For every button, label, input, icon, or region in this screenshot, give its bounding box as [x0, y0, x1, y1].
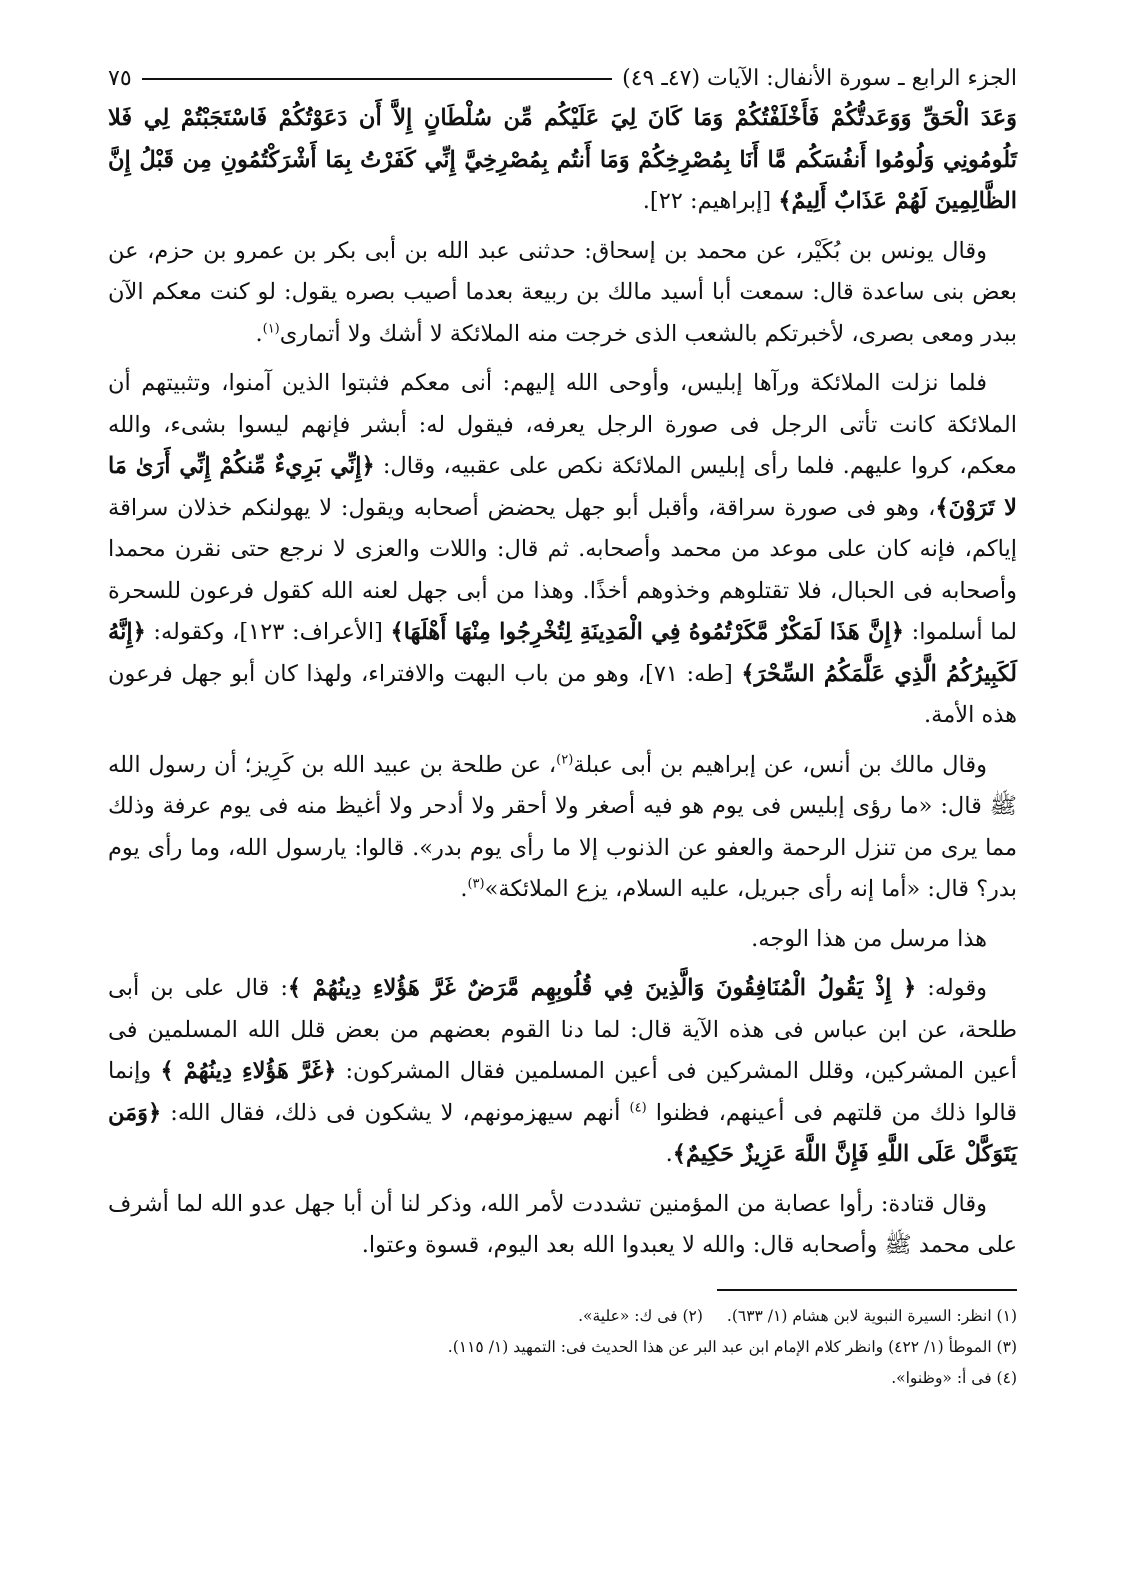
footnote-1: (١) انظر: السيرة النبوية لابن هشام (١/ ٦٣٣).	[726, 1306, 1017, 1325]
quran-verse: ﴿إِنَّهُ لَكَبِيرُكُمُ الَّذِي عَلَّمَكُمُ السِّحْرَ﴾	[108, 619, 1017, 687]
footnote-separator	[717, 1289, 1017, 1291]
footnote-4: (٤) فى أ: «وظنوا».	[891, 1368, 1017, 1387]
page-header	[108, 62, 1017, 94]
page-body	[108, 98, 1017, 1267]
text-span: وقال مالك بن أنس، عن إبراهيم بن أبى عبلة	[573, 751, 987, 778]
text-span: .	[665, 1141, 673, 1167]
running-title: الجزء الرابع ـ سورة الأنفال: الآيات (٤٧ـ ٤٩)	[622, 65, 1017, 91]
text-span: أنهم سيهزمونهم، لا يشكون فى ذلك، فقال الله:	[161, 1099, 630, 1126]
quran-verse: ﴿ إِذْ يَقُولُ الْمُنَافِقُونَ وَالَّذِينَ فِي قُلُوبِهِم مَّرَضٌ غَرَّ هَؤُلاءِ دِينُهُمْ ﴾	[287, 975, 917, 1001]
quran-verse: وَعَدَ الْحَقِّ وَوَعَدتُّكُمْ فَأَخْلَفْتُكُمْ وَمَا كَانَ لِيَ عَلَيْكُم مِّن سُلْطَانٍ إِلاَّ أَن دَعَوْتُكُمْ فَاسْتَجَبْتُمْ لِي فَلا تَلُومُونِي وَلُومُوا أَنفُسَكُم مَّا أَنَا بِمُصْرِخِكُمْ وَمَا أَنتُم بِمُصْرِخِيَّ إِنِّي كَفَرْتُ بِمَا أَشْرَكْتُمُونِ مِن قَبْلُ إِنَّ الظَّالِمِينَ لَهُمْ عَذَابٌ أَلِيمٌ﴾	[108, 105, 1017, 214]
verse-reference: [إبراهيم: ٢٢].	[642, 188, 779, 214]
footnote-3: (٣) الموطأ (١/ ٤٢٢) وانظر كلام الإمام ابن عبد البر عن هذا الحديث فى: التمهيد (١/ ١١٥).	[447, 1337, 1017, 1356]
footnote-marker-1[interactable]: (١)	[262, 321, 280, 336]
page-number: ٧٥	[108, 65, 132, 91]
header-rule	[142, 78, 612, 80]
text-span: وإنما قالوا ذلك من قلتهم فى أعينهم، فظنوا	[108, 1058, 1018, 1126]
text-span: وقال يونس بن بُكَيْر، عن محمد بن إسحاق: حدثنى عبد الله بن أبى بكر بن عمرو بن حزم، عن بعض بنى ساعدة قال: سمعت أبا أسيد مالك بن ربيعة بعدما أصيب بصره يقول: لو كنت معكم الآن ببدر ومعى بصرى، لأخبرتكم بالشعب الذى خرجت منه الملائكة لا أشك ولا أتمارى	[108, 237, 1017, 347]
paragraph-7: وقال قتادة: رأوا عصابة من المؤمنين تشددت لأمر الله، وذكر لنا أن أبا جهل عدو الله لما أشرف على محمد ﷺ وأصحابه قال: والله لا يعبدوا الله بعد اليوم، قسوة وعتوا.	[108, 1190, 1017, 1258]
footnote-2: (٢) فى ك: «علية».	[578, 1306, 703, 1325]
footnote-marker-2[interactable]: (٢)	[556, 752, 574, 767]
text-span: ، وهو فى صورة سراقة، وأقبل أبو جهل يحضض أصحابه ويقول: لا يهولنكم خذلان سراقة إياكم، فإنه كان على موعد من محمد وأصحابه. ثم قال: واللات والعزى لا نرجع حتى نقرن محمدا وأصحابه فى الحبال، فلا تقتلوهم وخذوهم أخذًا. وهذا من أبى جهل لعنه الله كقول فرعون للسحرة لما أسلموا:	[108, 494, 1017, 645]
paragraph-5: هذا مرسل من هذا الوجه.	[751, 925, 987, 952]
paragraph-3	[108, 363, 1017, 737]
text-span: .	[255, 320, 263, 347]
verse-reference: [الأعراف: ١٢٣]، وكقوله:	[145, 619, 391, 645]
quran-verse: ﴿إِنِّي بَرِيءٌ مِّنكُمْ إِنِّي أَرَىٰ مَا لا تَرَوْنَ﴾	[108, 453, 1017, 521]
paragraph-4	[108, 745, 1017, 911]
footnote-marker-4[interactable]: (٤)	[629, 1100, 647, 1115]
footnote-marker-3[interactable]: (٣)	[467, 876, 485, 892]
paragraph-1	[108, 98, 1017, 223]
quran-verse: ﴿وَمَن يَتَوَكَّلْ عَلَى اللَّهِ فَإِنَّ اللَّهَ عَزِيزٌ حَكِيمٌ﴾	[108, 1099, 1017, 1167]
text-span: وقوله:	[916, 975, 987, 1001]
text-span: .	[460, 876, 468, 902]
footnote-line-1	[108, 1301, 1017, 1332]
footnotes	[108, 1301, 1017, 1394]
paragraph-6	[108, 968, 1017, 1176]
quran-verse: ﴿إِنَّ هَذَا لَمَكْرٌ مَّكَرْتُمُوهُ فِي الْمَدِينَةِ لِتُخْرِجُوا مِنْهَا أَهْلَهَا﴾	[390, 619, 904, 645]
paragraph-2	[108, 231, 1017, 356]
quran-verse: ﴿غَرَّ هَؤُلاءِ دِينُهُمْ ﴾	[160, 1058, 337, 1084]
text-span: ، عن طلحة بن عبيد الله بن كَرِيز؛ أن رسول الله ﷺ قال: «ما رؤى إبليس فى يوم هو فيه أصغر ولا أحقر ولا أدحر ولا أغيظ منه فى يوم عرفة وذلك مما يرى من تنزل الرحمة والعفو عن الذنوب إلا ما رأى يوم بدر». قالوا: يارسول الله، وما رأى يوم بدر؟ قال: «أما إنه رأى جبريل، عليه السلام، يزع الملائكة»	[108, 751, 1017, 902]
text-span: فلما نزلت الملائكة ورآها إبليس، وأوحى الله إليهم: أنى معكم فثبتوا الذين آمنوا، وتثبيتهم أن الملائكة كانت تأتى الرجل فى صورة الرجل يعرفه، فيقول له: أبشر فإنهم ليسوا بشىء، والله معكم، كروا عليهم. فلما رأى إبليس الملائكة نكص على عقبيه، وقال:	[108, 370, 1017, 479]
text-span: [طه: ٧١]، وهو من باب البهت والافتراء، ولهذا كان أبو جهل فرعون هذه الأمة.	[108, 660, 1017, 728]
text-span: : قال على بن أبى طلحة، عن ابن عباس فى هذه الآية قال: لما دنا القوم بعضهم من بعض قلل الله المسلمين فى أعين المشركين، وقلل المشركين فى أعين المسلمين فقال المشركون:	[108, 975, 1017, 1084]
